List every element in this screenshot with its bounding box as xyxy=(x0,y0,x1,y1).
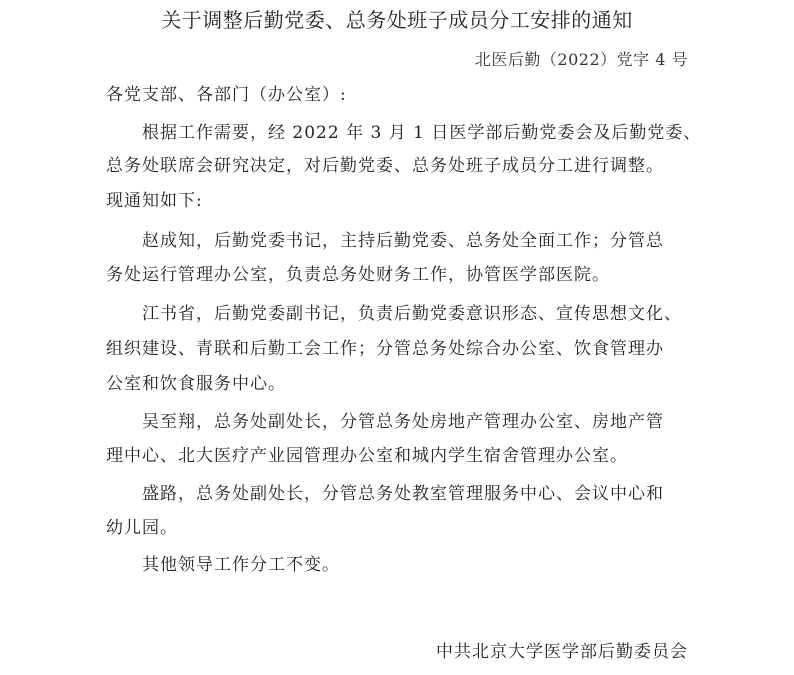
issuer-signature: 中共北京大学医学部后勤委员会 xyxy=(436,642,688,662)
body-line: 幼儿园。 xyxy=(106,518,178,538)
body-line: 总务处联席会研究决定，对后勤党委、总务处班子成员分工进行调整。 xyxy=(106,156,664,176)
body-line: 组织建设、青联和后勤工会工作；分管总务处综合办公室、饮食管理办 xyxy=(106,339,664,359)
body-line: 公室和饮食服务中心。 xyxy=(106,374,286,394)
body-line: 根据工作需要，经 2022 年 3 月 1 日医学部后勤党委会及后勤党委、 xyxy=(142,123,702,143)
body-line: 盛路，总务处副处长，分管总务处教室管理服务中心、会议中心和 xyxy=(142,484,664,504)
body-line: 吴至翔，总务处副处长，分管总务处房地产管理办公室、房地产管 xyxy=(142,412,664,432)
addressee: 各党支部、各部门（办公室）: xyxy=(106,85,347,105)
body-line: 赵成知，后勤党委书记，主持后勤党委、总务处全面工作；分管总 xyxy=(142,231,664,251)
body-line: 江书省，后勤党委副书记，负责后勤党委意识形态、宣传思想文化、 xyxy=(142,304,682,324)
body-line: 现通知如下: xyxy=(106,191,203,211)
body-line: 其他领导工作分工不变。 xyxy=(142,555,340,575)
document-number: 北医后勤（2022）党字 4 号 xyxy=(474,50,688,69)
document-title: 关于调整后勤党委、总务处班子成员分工安排的通知 xyxy=(161,8,633,32)
body-line: 理中心、北大医疗产业园管理办公室和城内学生宿舍管理办公室。 xyxy=(106,446,628,466)
body-line: 务处运行管理办公室，负责总务处财务工作，协管医学部医院。 xyxy=(106,265,610,285)
